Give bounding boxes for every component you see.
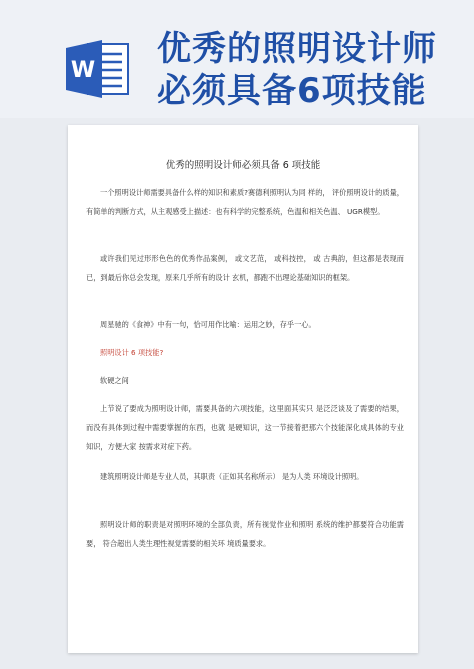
- paragraph: 一个照明设计师需要具备什么样的知识和素质?赛德利照明认为同 样的， 评价照明设计的质量，有简单的判断方式，从主观感受上描述：也有科学的完整系统，色温和相关色温、 UGR模型。: [86, 188, 404, 216]
- document-page: [68, 125, 418, 653]
- paragraph: 上节说了要成为照明设计师，需要具备的六项技能，这里面其实只 是泛泛谈及了需要的结果，而没有具体到过程中需要掌握的东西，也就 是硬知识，这一节接着把那六个技能深化成具体的专业知识，方便大家 按需求对症下药。: [86, 404, 404, 451]
- document-title: 优秀的照明设计师必须具备 6 项技能: [165, 160, 321, 171]
- section-heading: 照明设计 6 项技能?: [100, 348, 164, 357]
- paragraph: 周星驰的《食神》中有一句，恰可用作比喻：运用之妙，存乎一心。: [100, 320, 316, 329]
- paragraph: 建筑照明设计师是专业人员，其职责（正如其名称所示） 是为人类 环境设计照明。: [100, 472, 364, 481]
- cover-title-line-2: 必须具备6项技能: [157, 71, 427, 111]
- paragraph: 或许我们见过形形色色的优秀作品案例， 或文艺范， 或科技控， 或 古典韵，但这都是表现而已，到最后你总会发现，原来几乎所有的设计 玄机，都跑不出理论基础知识的框架。: [86, 254, 404, 282]
- paragraph: 照明设计师的职责是对照明环境的全部负责，所有视觉作业和照明 系统的维护都要符合功能需要， 符合超出人类生理性视觉需要的相关环 境质量要求。: [86, 520, 404, 548]
- word-document-icon: [66, 38, 132, 100]
- cover-header: [0, 0, 474, 118]
- subheading: 软硬之间: [100, 376, 129, 385]
- svg-text:W: W: [70, 58, 96, 83]
- cover-title-line-1: 优秀的照明设计师: [157, 29, 437, 69]
- cover-title: [157, 28, 467, 112]
